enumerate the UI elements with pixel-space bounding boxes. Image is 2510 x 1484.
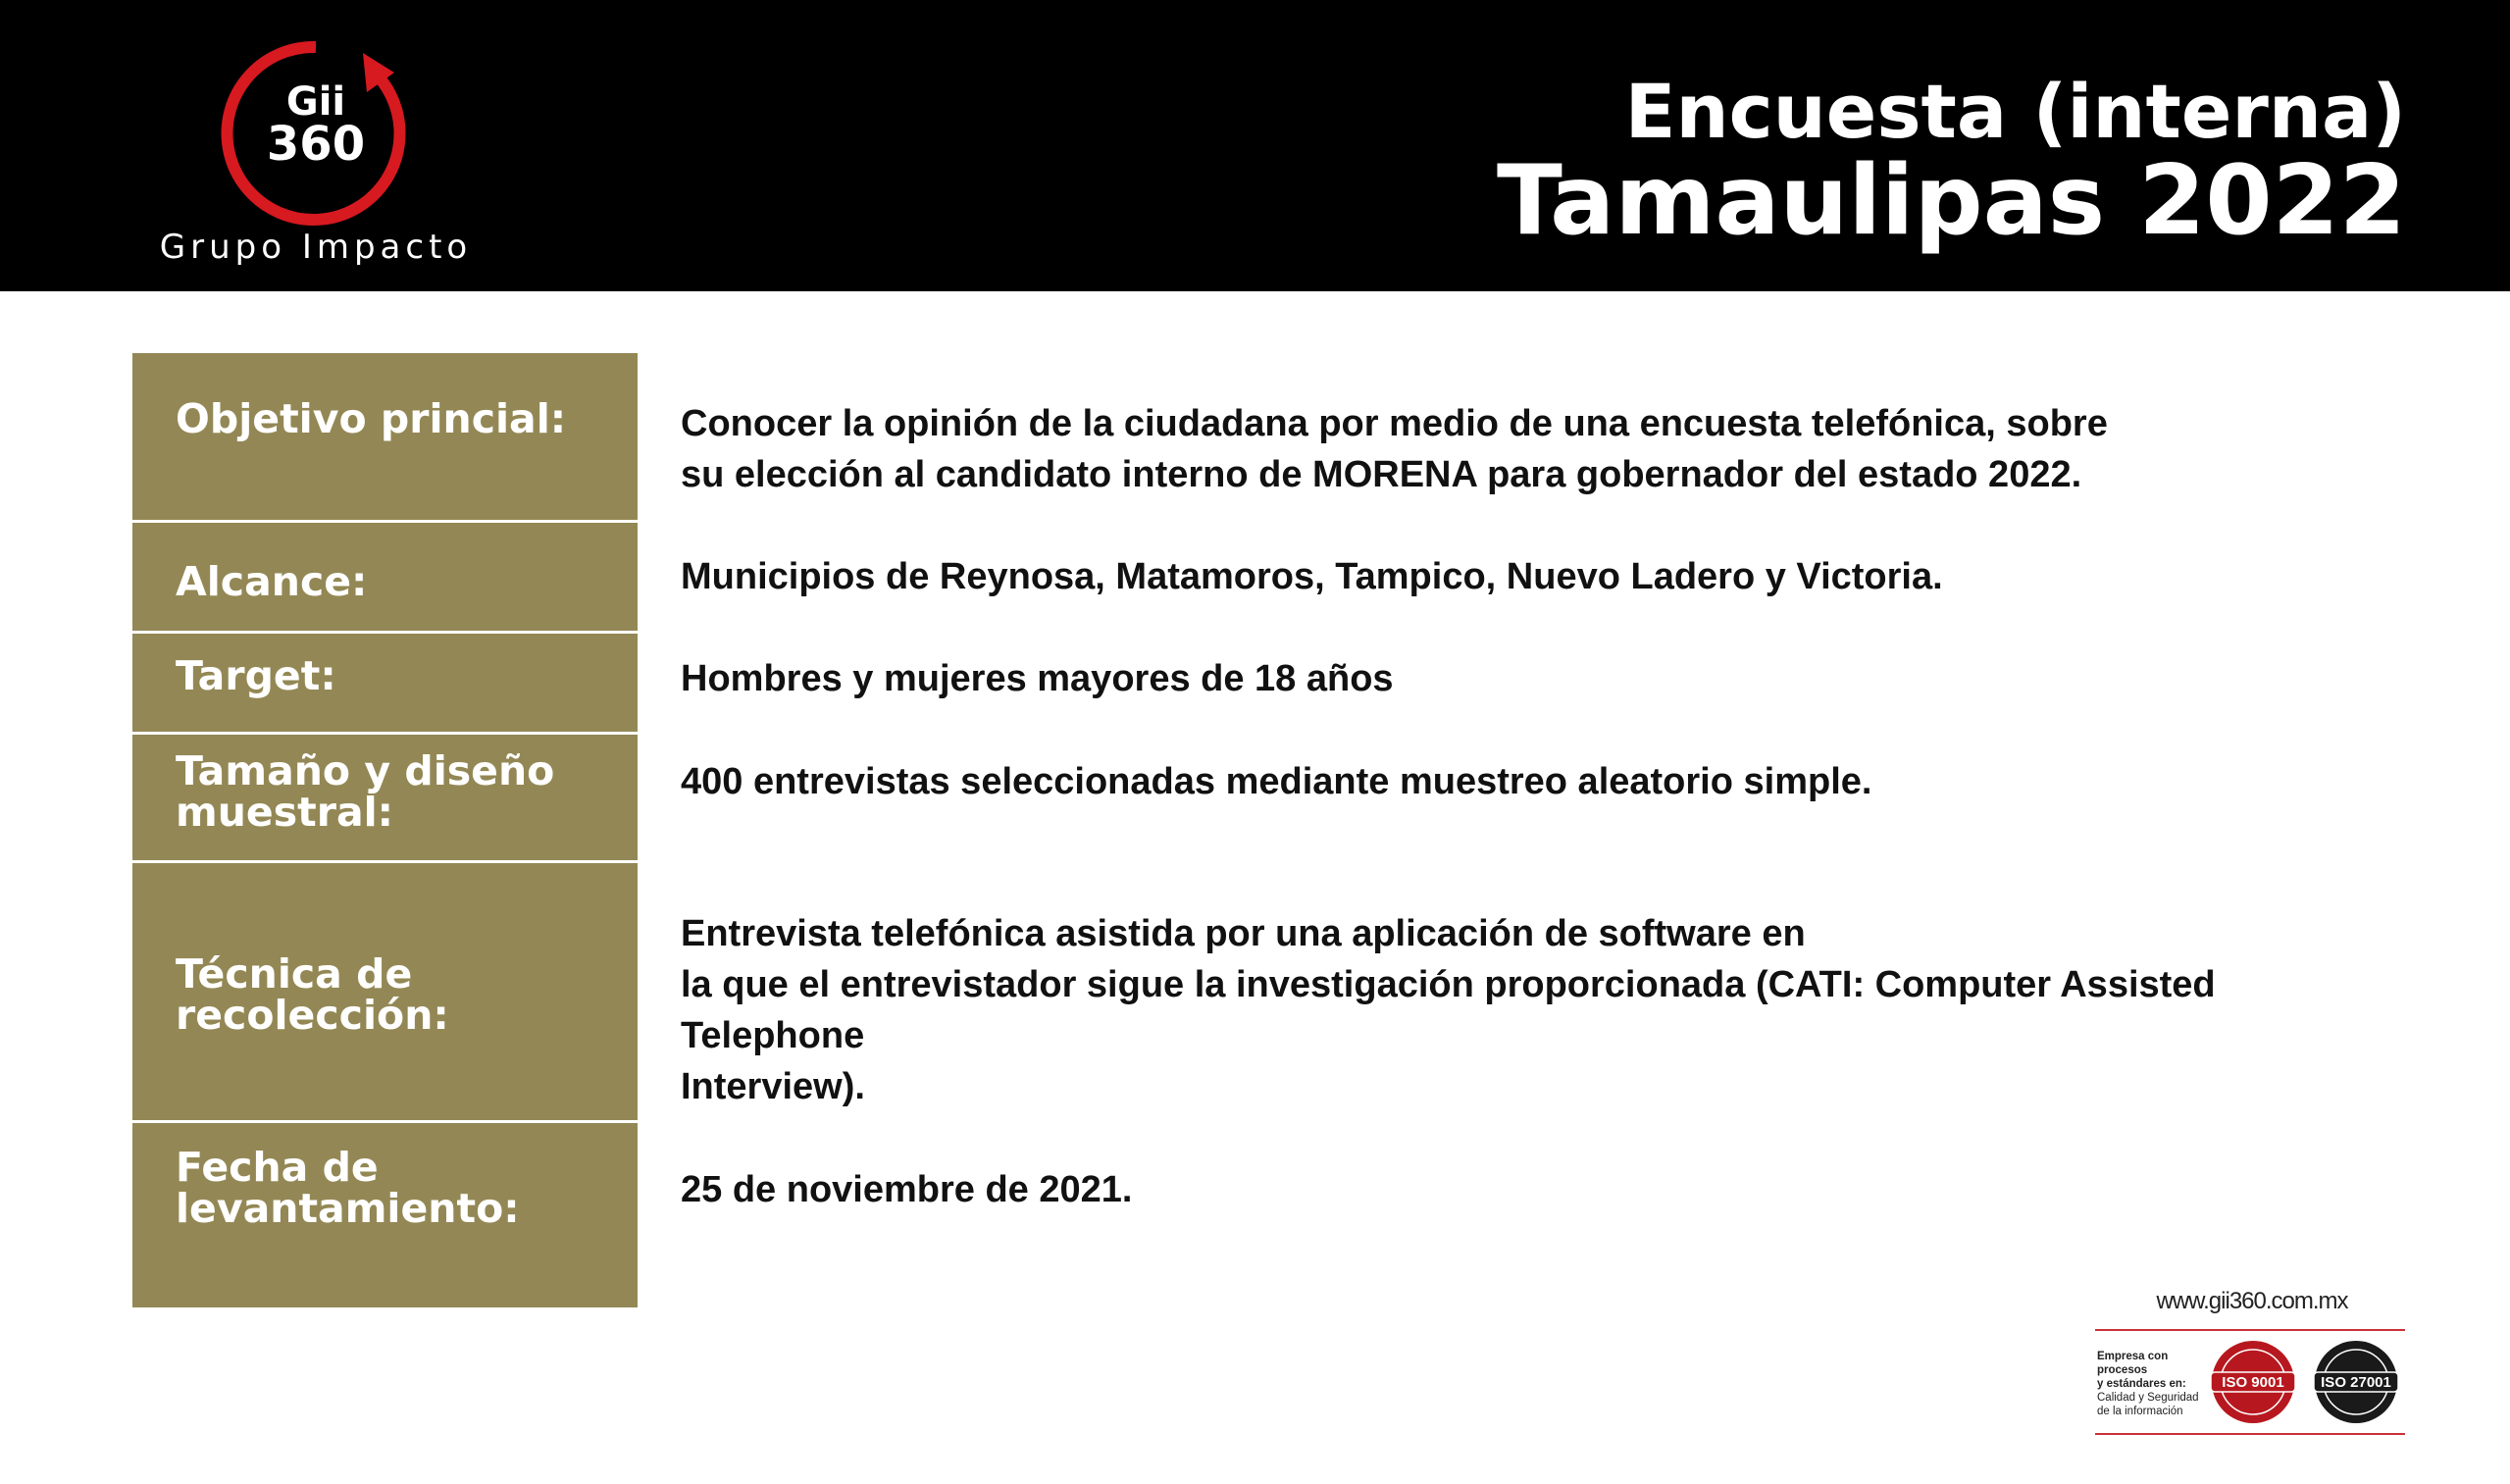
row-label-tecnica: Técnica de recolección:	[132, 863, 638, 1120]
iso-9001-seal-icon	[2209, 1338, 2297, 1426]
row-value-tecnica: Entrevista telefónica asistida por una aplicación de software en la que el entrevistador sigue la investigación proporcionada (CATI: Computer Assisted Telephone Interview).	[681, 913, 2216, 1107]
row-label-tamano: Tamaño y diseño muestral:	[132, 735, 638, 860]
row-label-fecha: Fecha de levantamiento:	[132, 1123, 638, 1307]
iso-9001-label: ISO 9001	[2222, 1374, 2284, 1391]
website-link[interactable]: www.gii360.com.mx	[2156, 1288, 2348, 1314]
row-value-fecha: 25 de noviembre de 2021.	[681, 1169, 1133, 1210]
certification-text: Empresa con procesos y estándares en: Calidad y Seguridad de la información	[2097, 1351, 2199, 1417]
row-value-objetivo: Conocer la opinión de la ciudadana por medio de una encuesta telefónica, sobre su elección al candidato interno de MORENA para gobernador del estado 2022.	[681, 403, 2108, 495]
logo-brand-gii: Gii	[285, 79, 346, 125]
row-value-tamano: 400 entrevistas seleccionadas mediante muestreo aleatorio simple.	[681, 761, 1872, 802]
row-label-target: Target:	[132, 634, 638, 732]
page-title-line2: Tamaulipas 2022	[1496, 145, 2406, 257]
row-value-target: Hombres y mujeres mayores de 18 años	[681, 658, 1394, 699]
iso-27001-seal-icon	[2312, 1338, 2400, 1426]
page-title-line1: Encuesta (interna)	[1624, 68, 2406, 155]
row-value-alcance: Municipios de Reynosa, Matamoros, Tampico, Nuevo Ladero y Victoria.	[681, 556, 1943, 597]
iso-27001-label: ISO 27001	[2321, 1374, 2391, 1391]
row-label-alcance: Alcance:	[132, 523, 638, 631]
row-label-objetivo: Objetivo princial:	[132, 353, 638, 520]
logo-brand-360: 360	[266, 117, 366, 172]
logo-company-name: Grupo Impacto	[159, 228, 473, 267]
